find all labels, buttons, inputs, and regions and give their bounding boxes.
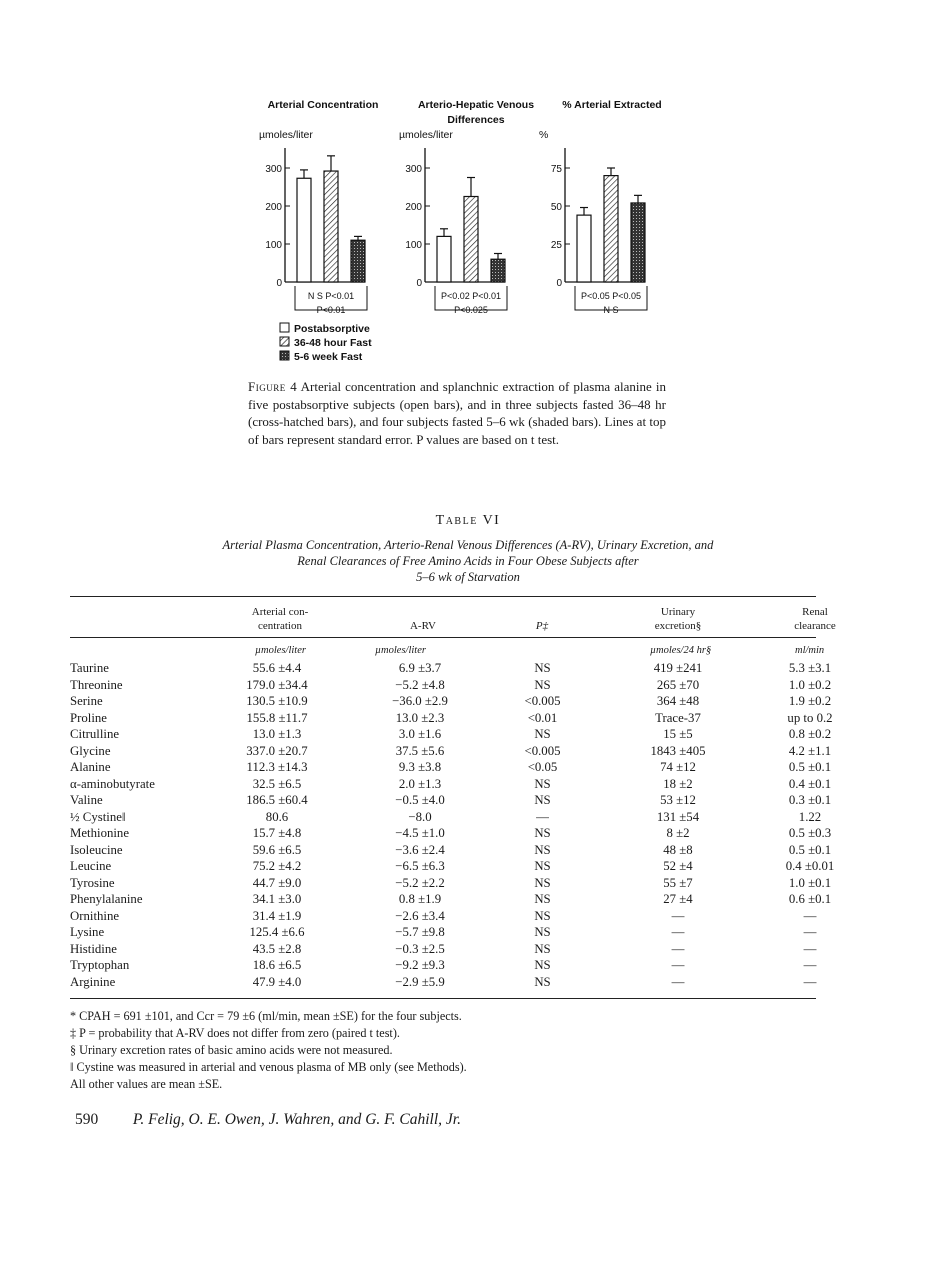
col-header-p: P‡ <box>535 620 549 632</box>
bar-5-6-week-fast <box>351 240 365 282</box>
cell-p: NS <box>534 826 551 840</box>
panel-title: Arterial Concentration <box>267 99 379 111</box>
cell-arv: −2.6 ±3.4 <box>395 908 445 923</box>
figure-4-chart <box>240 92 680 372</box>
cell-arv: 9.3 ±3.8 <box>398 760 442 774</box>
cell-urinary: 15 ±5 <box>663 727 693 741</box>
cell-renal: up to 0.2 <box>787 710 833 725</box>
legend-swatch <box>280 337 289 346</box>
table-caption-line-3: 5–6 wk of Starvation <box>416 570 520 584</box>
p-value-label: P<0.01 <box>316 305 346 315</box>
cell-arterial: 112.3 ±14.3 <box>246 760 308 774</box>
cell-urinary: 74 ±12 <box>660 760 696 774</box>
cell-arterial: 337.0 ±20.7 <box>246 743 308 758</box>
cell-renal: — <box>803 925 817 939</box>
unit-arterial: µmoles/liter <box>255 645 306 656</box>
legend-label: 36-48 hour Fast <box>294 337 372 349</box>
figure-4 <box>240 92 680 372</box>
cell-arv: −2.9 ±5.9 <box>395 974 445 989</box>
legend-label: 5-6 week Fast <box>294 351 363 363</box>
bar-5-6-week-fast <box>491 259 505 282</box>
cell-amino-acid: Arginine <box>70 974 116 989</box>
cell-renal: 0.3 ±0.1 <box>788 793 832 807</box>
cell-urinary: 52 ±4 <box>663 859 693 873</box>
y-tick-label: 75 <box>550 164 562 175</box>
cell-renal: 0.6 ±0.1 <box>788 892 832 906</box>
footnote-p-value: ‡ P = probability that A-RV does not differ from zero (paired t test). <box>70 1026 400 1040</box>
cell-urinary: 48 ±8 <box>663 842 693 857</box>
cell-arterial: 179.0 ±34.4 <box>246 677 308 692</box>
bar-36-48-hour-fast <box>604 176 618 282</box>
bar-36-48-hour-fast <box>324 171 338 282</box>
cell-arterial: 80.6 <box>265 809 289 824</box>
cell-arterial: 125.4 ±6.6 <box>249 925 305 939</box>
axis-unit-label: µmoles/liter <box>399 129 453 141</box>
bar-5-6-week-fast <box>631 203 645 282</box>
cell-p: NS <box>534 958 551 972</box>
cell-p: NS <box>534 842 551 857</box>
y-tick-label: 0 <box>276 278 282 289</box>
y-tick-label: 200 <box>405 202 422 213</box>
cell-p: NS <box>534 875 551 890</box>
cell-p: NS <box>534 859 551 873</box>
cell-amino-acid: Serine <box>70 694 103 708</box>
y-tick-label: 200 <box>265 202 282 213</box>
cell-renal: 5.3 ±3.1 <box>788 661 832 675</box>
y-tick-label: 300 <box>265 164 282 175</box>
cell-arterial: 59.6 ±6.5 <box>252 842 302 857</box>
cell-renal: 1.0 ±0.2 <box>788 677 832 692</box>
bar-postabsorptive <box>577 215 591 282</box>
cell-p: — <box>536 809 549 824</box>
y-tick-label: 100 <box>405 240 422 251</box>
legend-swatch <box>280 323 289 332</box>
panel-title: Arterio-Hepatic Venous <box>417 99 535 111</box>
cell-arterial: 186.5 ±60.4 <box>246 793 308 807</box>
cell-amino-acid: Alanine <box>70 760 111 774</box>
cell-arterial: 44.7 ±9.0 <box>252 875 302 890</box>
col-header-renal <box>770 605 860 633</box>
y-tick-label: 300 <box>405 164 422 175</box>
col-header-arv: A-RV <box>409 620 436 632</box>
table-caption-line-2: Renal Clearances of Free Amino Acids in Four Obese Subjects after <box>297 554 639 568</box>
panel-title: Differences <box>447 114 505 126</box>
cell-renal: 4.2 ±1.1 <box>788 743 832 758</box>
axis-unit-label: µmoles/liter <box>259 129 313 141</box>
cell-amino-acid: Ornithine <box>70 908 120 923</box>
legend-label: Postabsorptive <box>294 323 370 335</box>
cell-arv: 3.0 ±1.6 <box>398 727 442 741</box>
cell-arterial: 31.4 ±1.9 <box>252 908 302 923</box>
cell-renal: 0.5 ±0.1 <box>788 760 832 774</box>
y-tick-label: 50 <box>550 202 562 213</box>
cell-p: <0.01 <box>527 710 558 725</box>
axis-unit-label: % <box>539 129 549 141</box>
figure-label: Figure 4 <box>248 379 298 394</box>
cell-arterial: 43.5 ±2.8 <box>252 941 302 956</box>
cell-renal: 1.0 ±0.1 <box>788 875 832 890</box>
unit-arv: µmoles/liter <box>375 645 426 656</box>
cell-amino-acid: Proline <box>70 710 107 725</box>
legend-swatch <box>280 351 289 360</box>
cell-arterial: 15.7 ±4.8 <box>252 826 302 840</box>
y-tick-label: 100 <box>265 240 282 251</box>
col-header-arterial <box>225 605 335 633</box>
p-value-label: P<0.05 P<0.05 <box>580 291 642 301</box>
cell-arv: −36.0 ±2.9 <box>392 694 448 708</box>
cell-renal: 0.5 ±0.1 <box>788 842 832 857</box>
cell-arterial: 55.6 ±4.4 <box>252 661 302 675</box>
table-title: Table VI <box>435 513 501 528</box>
cell-amino-acid: Phenylalanine <box>70 892 143 906</box>
cell-amino-acid: Citrulline <box>70 727 120 741</box>
cell-renal: 0.4 ±0.1 <box>788 776 832 791</box>
cell-arv: −5.2 ±2.2 <box>395 875 445 890</box>
cell-p: NS <box>534 941 551 956</box>
y-tick-label: 0 <box>416 278 422 289</box>
cell-renal: — <box>803 958 817 972</box>
cell-p: NS <box>534 892 551 906</box>
cell-arv: 0.8 ±1.9 <box>398 892 442 906</box>
panel-title: % Arterial Extracted <box>562 99 662 111</box>
cell-renal: 1.9 ±0.2 <box>788 694 832 708</box>
cell-urinary: — <box>671 941 685 956</box>
cell-p: <0.005 <box>524 743 561 758</box>
cell-amino-acid: Isoleucine <box>70 842 123 857</box>
cell-arterial: 130.5 ±10.9 <box>246 694 308 708</box>
footnote-clearance: * CPAH = 691 ±101, and Ccr = 79 ±6 (ml/min, mean ±SE) for the four subjects. <box>70 1009 462 1023</box>
p-value-label: P<0.025 <box>454 305 488 315</box>
footnote-urinary: § Urinary excretion rates of basic amino acids were not measured. <box>70 1043 393 1057</box>
cell-arv: −3.6 ±2.4 <box>395 842 445 857</box>
cell-renal: 1.22 <box>798 809 822 824</box>
bar-36-48-hour-fast <box>464 197 478 283</box>
cell-arterial: 155.8 ±11.7 <box>246 710 308 725</box>
cell-renal: 0.4 ±0.01 <box>785 859 835 873</box>
cell-arv: 37.5 ±5.6 <box>395 743 445 758</box>
cell-amino-acid: Glycine <box>70 743 111 758</box>
cell-amino-acid: Tyrosine <box>70 875 115 890</box>
figure-caption-text: Arterial concentration and splanchnic extraction of plasma alanine in five postabsorptive subjects (open bars), and in three subjects fasted 36–48 hr (cross-hatched bars), and four subjects fasted 5–6 wk (shaded bars). Lines at top of bars represent standard error. P values are based on t test. <box>248 379 666 447</box>
cell-arv: 13.0 ±2.3 <box>395 710 445 725</box>
cell-urinary: 55 ±7 <box>663 875 693 890</box>
cell-urinary: 419 ±241 <box>653 661 703 675</box>
cell-urinary: 53 ±12 <box>660 793 696 807</box>
col-header-urinary <box>628 605 728 633</box>
cell-p: NS <box>534 925 551 939</box>
cell-arv: −5.7 ±9.8 <box>395 925 445 939</box>
table-bottom-rule <box>70 998 816 999</box>
cell-arv: −0.5 ±4.0 <box>395 793 445 807</box>
page-number: 590 <box>75 1111 99 1128</box>
unit-urinary: µmoles/24 hr§ <box>650 645 712 656</box>
cell-renal: 0.5 ±0.3 <box>788 826 832 840</box>
bar-postabsorptive <box>437 236 451 282</box>
footnote-mean-se: All other values are mean ±SE. <box>70 1077 223 1091</box>
unit-renal: ml/min <box>795 645 825 656</box>
cell-urinary: 8 ±2 <box>666 826 690 840</box>
cell-urinary: — <box>671 925 685 939</box>
cell-arv: 6.9 ±3.7 <box>398 661 442 675</box>
col-header-arterial-line-2: centration <box>258 620 302 632</box>
cell-urinary: Trace-37 <box>655 710 701 725</box>
cell-p: NS <box>534 793 551 807</box>
col-header-arterial-line-1: Arterial con- <box>251 606 309 618</box>
cell-p: <0.05 <box>527 760 558 774</box>
cell-p: NS <box>534 908 551 923</box>
cell-urinary: — <box>671 958 685 972</box>
cell-arv: −9.2 ±9.3 <box>395 958 445 972</box>
cell-p: NS <box>534 677 551 692</box>
cell-arv: −8.0 <box>408 809 432 824</box>
cell-urinary: 27 ±4 <box>663 892 693 906</box>
cell-arv: −0.3 ±2.5 <box>395 941 445 956</box>
cell-arterial: 18.6 ±6.5 <box>252 958 302 972</box>
col-header-renal-line-1: Renal <box>802 606 828 618</box>
cell-arv: −6.5 ±6.3 <box>395 859 445 873</box>
cell-p: NS <box>534 727 551 741</box>
cell-urinary: — <box>671 974 685 989</box>
author-list: P. Felig, O. E. Owen, J. Wahren, and G. F. Cahill, Jr. <box>132 1111 461 1128</box>
table-top-rule <box>70 596 816 597</box>
table-header-rule <box>70 637 816 638</box>
cell-arv: −4.5 ±1.0 <box>395 826 445 840</box>
footnote-cystine: ‖ Cystine was measured in arterial and venous plasma of MB only (see Methods). <box>70 1060 467 1074</box>
col-header-urinary-line-2: excretion§ <box>654 620 702 632</box>
y-tick-label: 25 <box>550 240 562 251</box>
cell-amino-acid: Histidine <box>70 941 117 956</box>
table-caption-line-1: Arterial Plasma Concentration, Arterio-Renal Venous Differences (A-RV), Urinary Excretion, and <box>222 538 714 552</box>
cell-amino-acid: Taurine <box>70 661 109 675</box>
cell-renal: — <box>803 941 817 956</box>
col-header-urinary-line-1: Urinary <box>660 606 696 618</box>
cell-arterial: 13.0 ±1.3 <box>252 727 302 741</box>
cell-urinary: 1843 ±405 <box>650 743 706 758</box>
cell-arterial: 75.2 ±4.2 <box>252 859 302 873</box>
cell-amino-acid: Tryptophan <box>70 958 130 972</box>
col-header-renal-line-2: clearance <box>794 620 836 632</box>
cell-urinary: — <box>671 908 685 923</box>
cell-p: <0.005 <box>524 694 561 708</box>
cell-urinary: 364 ±48 <box>656 694 700 708</box>
cell-amino-acid: Valine <box>70 793 103 807</box>
cell-amino-acid: Methionine <box>70 826 129 840</box>
cell-urinary: 131 ±54 <box>656 809 700 824</box>
cell-arv: −5.2 ±4.8 <box>395 677 445 692</box>
cell-arterial: 34.1 ±3.0 <box>252 892 302 906</box>
cell-urinary: 18 ±2 <box>663 776 693 791</box>
p-value-label: N S <box>603 305 619 315</box>
y-tick-label: 0 <box>556 278 562 289</box>
p-value-label: P<0.02 P<0.01 <box>440 291 502 301</box>
cell-amino-acid: ½ Cystine‖ <box>70 809 126 824</box>
cell-renal: 0.8 ±0.2 <box>788 727 832 741</box>
cell-p: NS <box>534 974 551 989</box>
page-footer <box>75 1111 461 1129</box>
cell-urinary: 265 ±70 <box>656 677 700 692</box>
figure-caption <box>248 378 666 448</box>
table-caption <box>150 537 786 585</box>
cell-arterial: 47.9 ±4.0 <box>252 974 302 989</box>
cell-p: NS <box>534 661 551 675</box>
cell-amino-acid: α-aminobutyrate <box>70 776 155 791</box>
cell-amino-acid: Threonine <box>70 677 123 692</box>
cell-amino-acid: Lysine <box>70 925 105 939</box>
cell-renal: — <box>803 974 817 989</box>
bar-postabsorptive <box>297 178 311 282</box>
cell-arterial: 32.5 ±6.5 <box>252 776 302 791</box>
cell-p: NS <box>534 776 551 791</box>
p-value-label: N S P<0.01 <box>307 291 355 301</box>
cell-renal: — <box>803 908 817 923</box>
cell-amino-acid: Leucine <box>70 859 112 873</box>
cell-arv: 2.0 ±1.3 <box>398 776 442 791</box>
